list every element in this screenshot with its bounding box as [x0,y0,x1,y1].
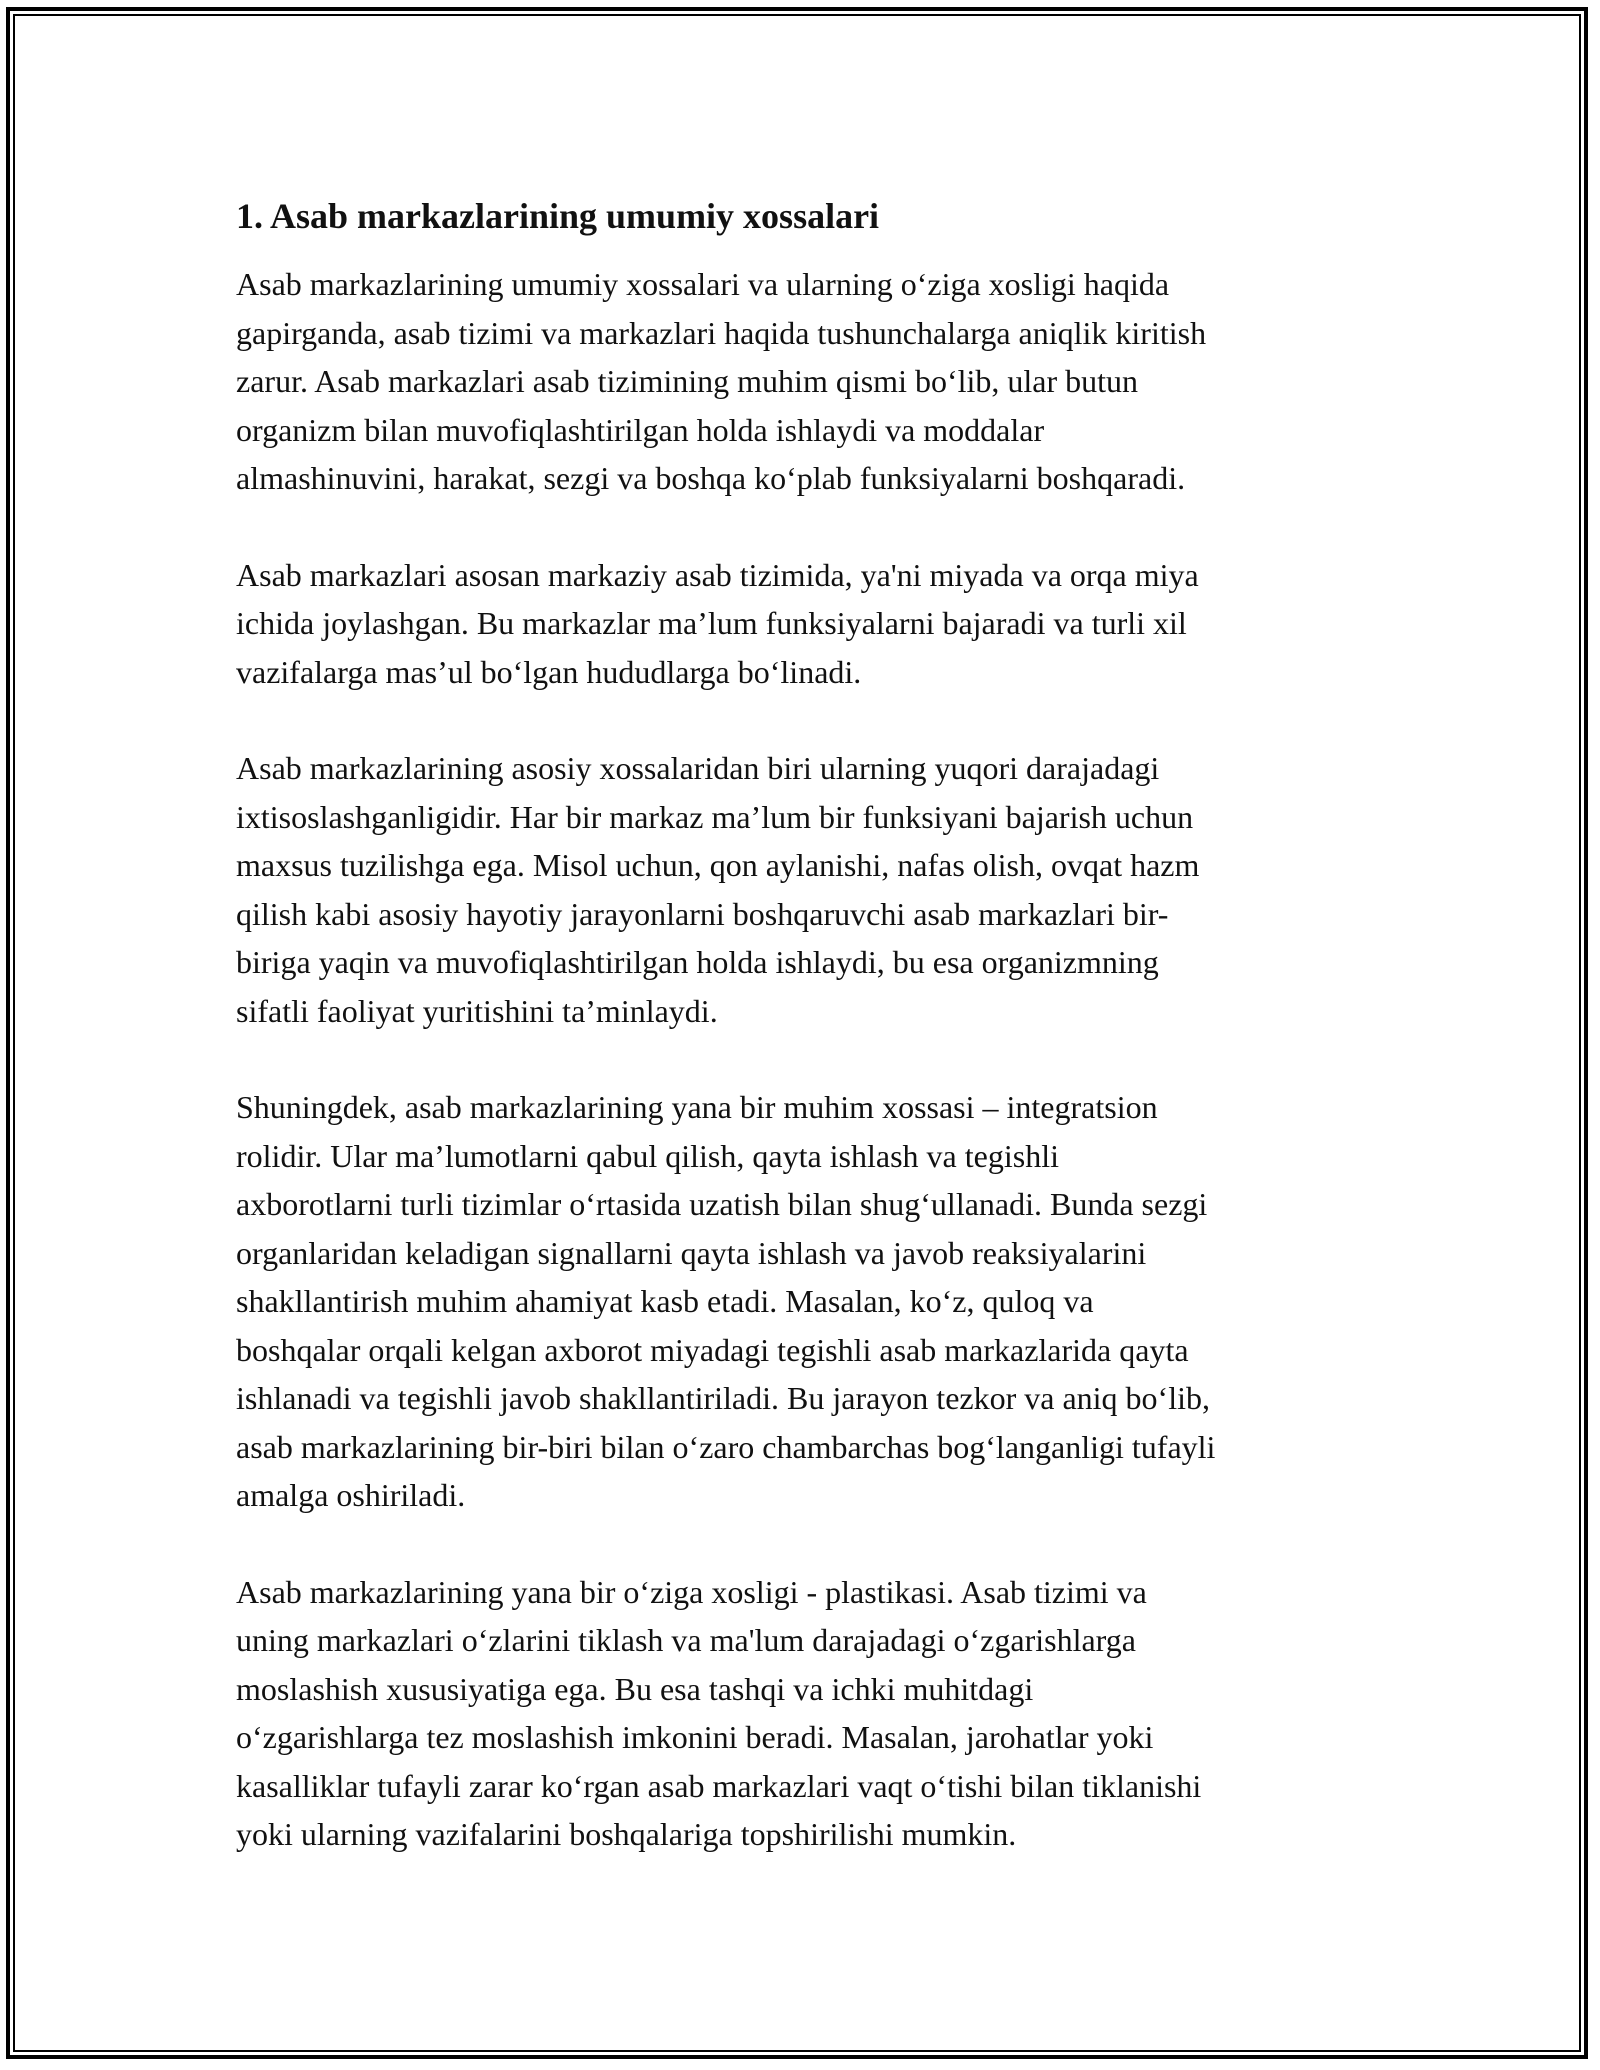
paragraph-5: Asab markazlarining yana bir o‘ziga xosligi - plastikasi. Asab tizimi va uning markazlari o‘zlarini tiklash va ma'lum darajadagi o‘zgarishlarga moslashish xususiyatiga ega. Bu esa tashqi va ichki muhitdagi o‘zgarishlarga tez moslashish imkonini beradi. Masalan, jarohatlar yoki kasalliklar tufayli zarar ko‘rgan asab markazlari vaqt o‘tishi bilan tiklanishi yoki ularning vazifalarini boshqalariga topshirilishi mumkin. [236,1573,1202,1852]
section-title: 1. Asab markazlarining umumiy xossalari [236,196,880,236]
paragraph-2: Asab markazlari asosan markaziy asab tizimida, ya'ni miyada va orqa miya ichida joylashgan. Bu markazlar ma’lum funksiyalarni bajaradi va turli xil vazifalarga mas’ul bo‘lgan hududlarga bo‘linadi. [236,556,1199,690]
paragraph-4: Shuningdek, asab markazlarining yana bir muhim xossasi – integratsion rolidir. Ular ma’lumotlarni qabul qilish, qayta ishlash va tegishli axborotlarni turli tizimlar o‘rtasida uzatish bilan shug‘ullanadi. Bunda sezgi organlaridan keladigan signallarni qayta ishlash va javob reaksiyalarini shakllantirish muhim ahamiyat kasb etadi. Masalan, ko‘z, quloq va boshqalar orqali kelgan axborot miyadagi tegishli asab markazlarida qayta ishlanadi va tegishli javob shakllantiriladi. Bu jarayon tezkor va aniq bo‘lib, asab markazlarining bir-biri bilan o‘zaro chambarchas bog‘langanligi tufayli amalga oshiriladi. [236,1089,1216,1513]
paragraph-1: Asab markazlarining umumiy xossalari va ularning o‘ziga xosligi haqida gapirganda, asab tizimi va markazlari haqida tushunchalarga aniqlik kiritish zarur. Asab markazlari asab tizimining muhim qismi bo‘lib, ular butun organizm bilan muvofiqlashtirilgan holda ishlaydi va moddalar almashinuvini, harakat, sezgi va boshqa ko‘plab funksiyalarni boshqaradi. [236,266,1207,496]
paragraph-3: Asab markazlarining asosiy xossalaridan biri ularning yuqori darajadagi ixtisoslashganligidir. Har bir markaz ma’lum bir funksiyani bajarish uchun maxsus tuzilishga ega. Misol uchun, qon aylanishi, nafas olish, ovqat hazm qilish kabi asosiy hayotiy jarayonlarni boshqaruvchi asab markazlari bir- biriga yaqin va muvofiqlashtirilgan holda ishlaydi, bu esa organizmning sifatli faoliyat yuritishini ta’minlaydi. [236,750,1200,1029]
document-body [236,190,1371,1907]
